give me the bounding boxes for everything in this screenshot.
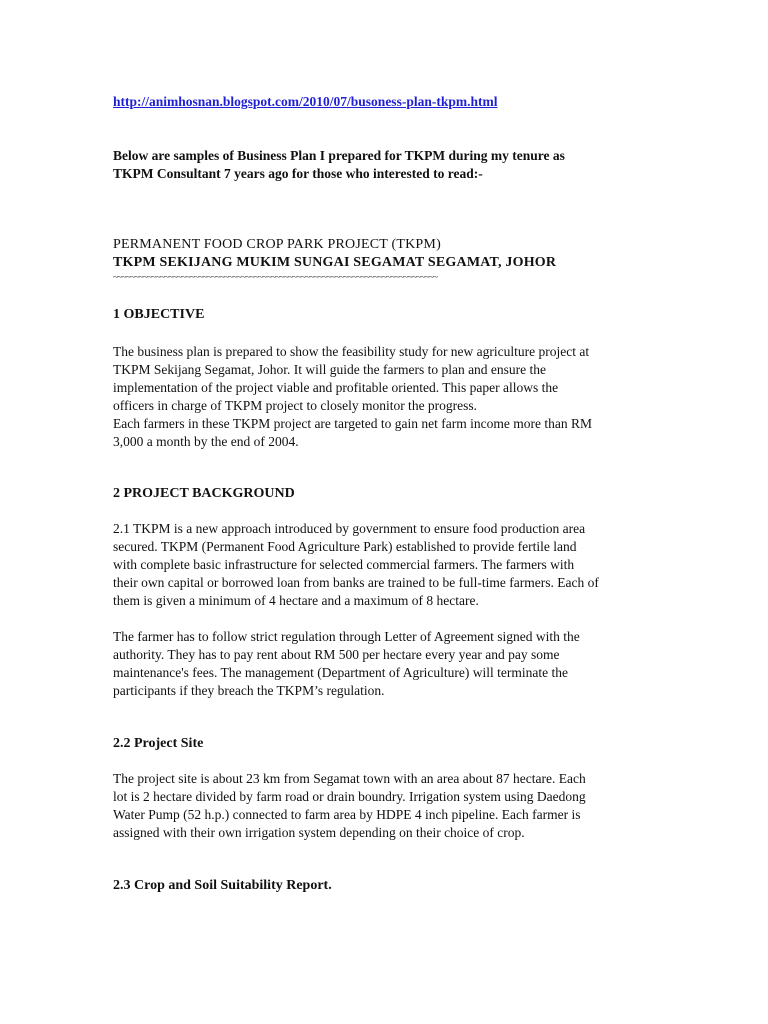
background-paragraph-1 (113, 520, 658, 610)
section-heading-background: 2 PROJECT BACKGROUND (113, 486, 295, 501)
paragraph-line: their own capital or borrowed loan from banks are trained to be full-time farmers. Each of (113, 575, 599, 590)
objective-paragraph (113, 343, 658, 451)
paragraph-line: Water Pump (52 h.p.) connected to farm area by HDPE 4 inch pipeline. Each farmer is (113, 807, 581, 822)
paragraph-line: with complete basic infrastructure for selected commercial farmers. The farmers with (113, 557, 575, 572)
paragraph-line: 2.1 TKPM is a new approach introduced by government to ensure food production area (113, 521, 586, 536)
paragraph-line: Each farmers in these TKPM project are targeted to gain net farm income more than RM (113, 416, 592, 431)
paragraph-line: The business plan is prepared to show the feasibility study for new agriculture project at (113, 344, 590, 359)
intro-line: TKPM Consultant 7 years ago for those who interested to read:- (113, 166, 483, 181)
title-line-2: TKPM SEKIJANG MUKIM SUNGAI SEGAMAT SEGAMAT, JOHOR (113, 255, 557, 270)
paragraph-line: lot is 2 hectare divided by farm road or drain boundry. Irrigation system using Daedong (113, 789, 586, 804)
title-line-1: PERMANENT FOOD CROP PARK PROJECT (TKPM) (113, 237, 441, 252)
document-title (113, 236, 556, 282)
section-heading-project-site: 2.2 Project Site (113, 736, 204, 751)
paragraph-line: maintenance's fees. The management (Department of Agriculture) will terminate the (113, 665, 569, 680)
paragraph-line: officers in charge of TKPM project to closely monitor the progress. (113, 398, 478, 413)
paragraph-line: assigned with their own irrigation system depending on their choice of crop. (113, 825, 525, 840)
section-heading-objective: 1 OBJECTIVE (113, 307, 205, 322)
paragraph-line: TKPM Sekijang Segamat, Johor. It will guide the farmers to plan and ensure the (113, 362, 547, 377)
intro-paragraph (113, 147, 653, 183)
paragraph-line: participants if they breach the TKPM’s regulation. (113, 683, 385, 698)
paragraph-line: secured. TKPM (Permanent Food Agriculture Park) established to provide fertile land (113, 539, 577, 554)
intro-line: Below are samples of Business Plan I prepared for TKPM during my tenure as (113, 148, 565, 163)
tilde-divider: ~~~~~~~~~~~~~~~~~~~~~~~~~~~~~~~~~~~~~~~~~~~~~~~~~~~~~~~~~~~~~~~~~~~~~~~~~~~~ (113, 272, 438, 282)
project-site-paragraph (113, 770, 658, 842)
paragraph-line: authority. They has to pay rent about RM 500 per hectare every year and pay some (113, 647, 560, 662)
paragraph-line: 3,000 a month by the end of 2004. (113, 434, 299, 449)
paragraph-line: them is given a minimum of 4 hectare and a maximum of 8 hectare. (113, 593, 479, 608)
background-paragraph-2 (113, 628, 658, 700)
paragraph-line: The project site is about 23 km from Segamat town with an area about 87 hectare. Each (113, 771, 586, 786)
source-link[interactable]: http://animhosnan.blogspot.com/2010/07/busoness-plan-tkpm.html (113, 94, 498, 109)
paragraph-line: implementation of the project viable and profitable oriented. This paper allows the (113, 380, 559, 395)
section-heading-crop-soil: 2.3 Crop and Soil Suitability Report. (113, 878, 332, 893)
paragraph-line: The farmer has to follow strict regulation through Letter of Agreement signed with the (113, 629, 580, 644)
